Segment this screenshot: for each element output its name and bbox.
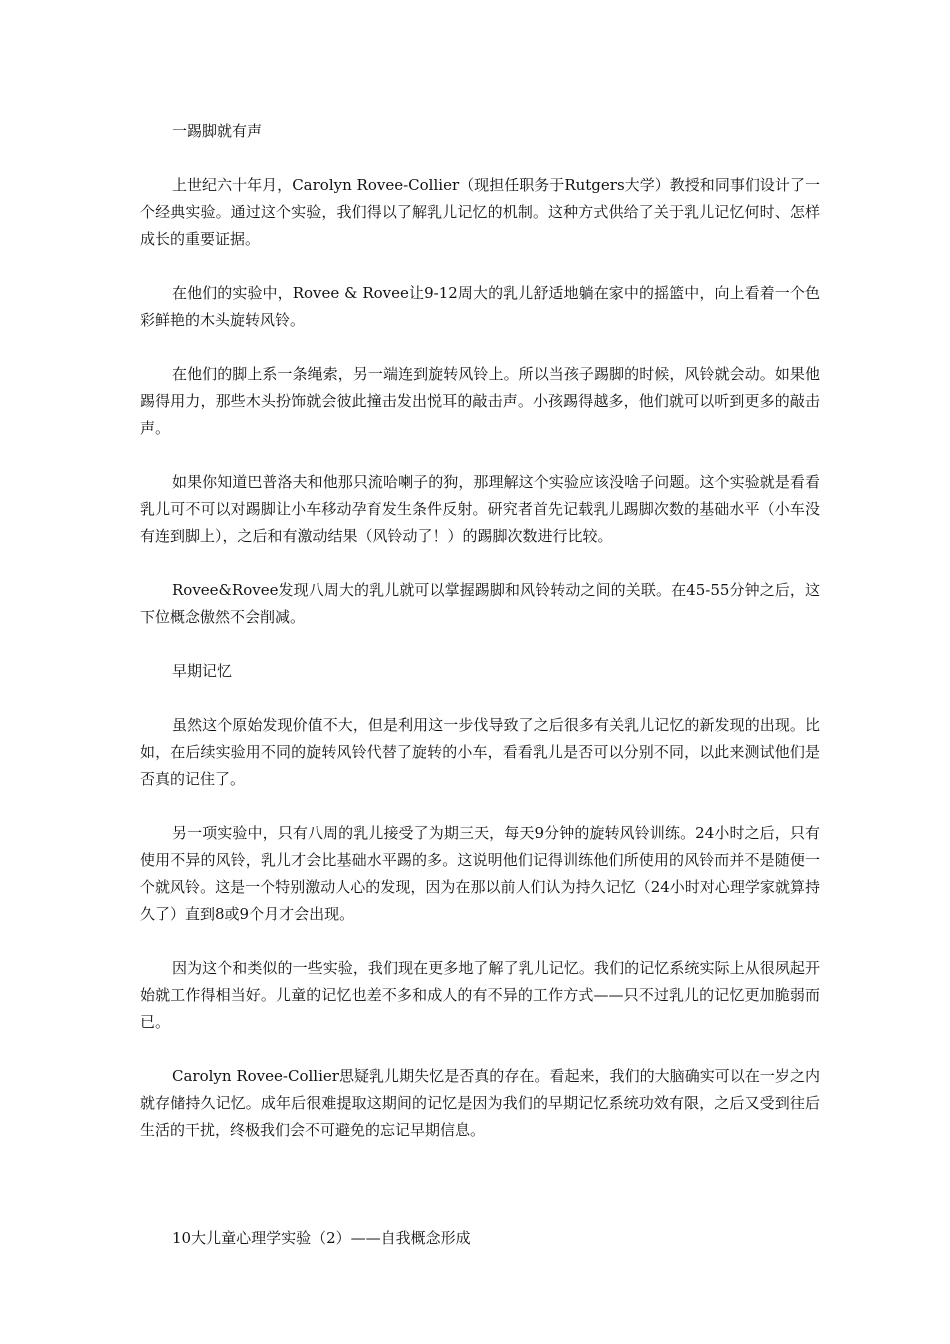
section-spacer <box>140 1171 820 1225</box>
paragraph: 上世纪六十年月，Carolyn Rovee-Collier（现担任职务于Rutgers大学）教授和同事们设计了一个经典实验。通过这个实验，我们得以了解乳儿记忆的机制。这种方式供给了关于乳儿记忆何时、怎样成长的重要证据。 <box>140 176 820 248</box>
paragraph: 另一项实验中，只有八周的乳儿接受了为期三天，每天9分钟的旋转风铃训练。24小时之后，只有使用不异的风铃，乳儿才会比基础水平踢的多。这说明他们记得训练他们所使用的风铃而并不是随便一个就风铃。这是一个特别激动人心的发现，因为在那以前人们认为持久记忆（24小时对心理学家就算持久了）直到8或9个月才会出现。 <box>140 824 820 923</box>
section-heading-self-concept: 10大儿童心理学实验（2）——自我概念形成 <box>172 1229 471 1247</box>
paragraph: 虽然这个原始发现价值不大，但是利用这一步伐导致了之后很多有关乳儿记忆的新发现的出现。比如，在后续实验用不同的旋转风铃代替了旋转的小车，看看乳儿是否可以分别不同，以此来测试他们是否真的记住了。 <box>140 716 820 788</box>
paragraph: 因为这个和类似的一些实验，我们现在更多地了解了乳儿记忆。我们的记忆系统实际上从很夙起开始就工作得相当好。儿童的记忆也差不多和成人的有不异的工作方式——只不过乳儿的记忆更加脆弱而已。 <box>140 959 820 1031</box>
paragraph: 在他们的实验中，Rovee & Rovee让9-12周大的乳儿舒适地躺在家中的摇篮中，向上看着一个色彩鲜艳的木头旋转风铃。 <box>140 284 820 329</box>
paragraph: Rovee&Rovee发现八周大的乳儿就可以掌握踢脚和风铃转动之间的关联。在45-55分钟之后，这下位概念傲然不会削减。 <box>140 581 820 626</box>
section-heading-early-memory: 早期记忆 <box>172 662 233 680</box>
document-body <box>140 118 820 1279</box>
paragraph: Carolyn Rovee-Collier思疑乳儿期失忆是否真的存在。看起来，我们的大脑确实可以在一岁之内就存储持久记忆。成年后很难提取这期间的记忆是因为我们的早期记忆系统功效有限，之后又受到往后生活的干扰，终极我们会不可避免的忘记早期信息。 <box>140 1067 820 1139</box>
paragraph: 在他们的脚上系一条绳索，另一端连到旋转风铃上。所以当孩子踢脚的时候，风铃就会动。如果他踢得用力，那些木头扮饰就会彼此撞击发出悦耳的敲击声。小孩踢得越多，他们就可以听到更多的敲击声。 <box>140 365 820 437</box>
paragraph: 如果你知道巴普洛夫和他那只流哈喇子的狗，那理解这个实验应该没啥子问题。这个实验就是看看乳儿可不可以对踢脚让小车移动孕育发生条件反射。研究者首先记载乳儿踢脚次数的基础水平（小车没有连到脚上），之后和有激动结果（风铃动了！）的踢脚次数进行比较。 <box>140 473 820 545</box>
section-heading-kick-sound: 一踢脚就有声 <box>172 122 263 140</box>
